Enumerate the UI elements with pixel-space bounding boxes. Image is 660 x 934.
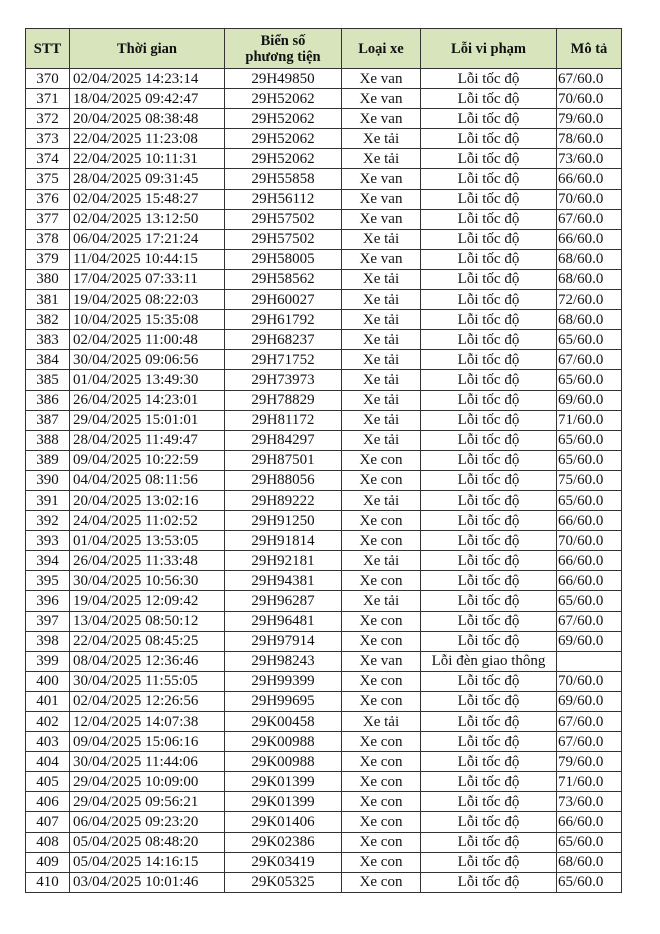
cell-vehicle-type: Xe con: [342, 752, 421, 772]
cell-plate: 29H89222: [225, 490, 342, 510]
cell-stt: 408: [26, 832, 70, 852]
cell-stt: 377: [26, 209, 70, 229]
cell-vehicle-type: Xe van: [342, 109, 421, 129]
cell-description: 70/60.0: [557, 89, 622, 109]
cell-vehicle-type: Xe con: [342, 872, 421, 892]
table-body: [26, 69, 622, 893]
cell-plate: 29H52062: [225, 89, 342, 109]
cell-plate: 29K01406: [225, 812, 342, 832]
cell-stt: 374: [26, 149, 70, 169]
cell-description: 65/60.0: [557, 591, 622, 611]
cell-plate: 29H61792: [225, 310, 342, 330]
cell-plate: 29H68237: [225, 330, 342, 350]
cell-plate: 29K02386: [225, 832, 342, 852]
cell-plate: 29H88056: [225, 470, 342, 490]
cell-plate: 29H52062: [225, 129, 342, 149]
cell-stt: 409: [26, 852, 70, 872]
table-row: [26, 511, 622, 531]
cell-description: 69/60.0: [557, 631, 622, 651]
cell-stt: 395: [26, 571, 70, 591]
cell-description: 68/60.0: [557, 249, 622, 269]
cell-stt: 410: [26, 872, 70, 892]
cell-stt: 382: [26, 310, 70, 330]
table-row: [26, 832, 622, 852]
cell-vehicle-type: Xe tải: [342, 390, 421, 410]
cell-description: 69/60.0: [557, 390, 622, 410]
cell-violation: Lỗi tốc độ: [421, 390, 557, 410]
cell-vehicle-type: Xe van: [342, 89, 421, 109]
cell-stt: 381: [26, 290, 70, 310]
cell-time: 24/04/2025 11:02:52: [70, 511, 225, 531]
cell-vehicle-type: Xe tải: [342, 712, 421, 732]
cell-description: 71/60.0: [557, 772, 622, 792]
cell-stt: 390: [26, 470, 70, 490]
cell-vehicle-type: Xe con: [342, 571, 421, 591]
cell-time: 05/04/2025 14:16:15: [70, 852, 225, 872]
table-row: [26, 611, 622, 631]
cell-vehicle-type: Xe tải: [342, 350, 421, 370]
cell-stt: 375: [26, 169, 70, 189]
cell-time: 12/04/2025 14:07:38: [70, 712, 225, 732]
cell-description: 73/60.0: [557, 792, 622, 812]
table-row: [26, 591, 622, 611]
cell-time: 30/04/2025 09:06:56: [70, 350, 225, 370]
cell-description: 66/60.0: [557, 169, 622, 189]
cell-stt: 391: [26, 490, 70, 510]
cell-vehicle-type: Xe con: [342, 470, 421, 490]
cell-plate: 29K00988: [225, 752, 342, 772]
cell-vehicle-type: Xe tải: [342, 310, 421, 330]
cell-stt: 387: [26, 410, 70, 430]
column-header-vehicle-type: Loại xe: [342, 29, 421, 69]
cell-plate: 29K01399: [225, 772, 342, 792]
cell-time: 08/04/2025 12:36:46: [70, 651, 225, 671]
cell-violation: Lỗi tốc độ: [421, 69, 557, 89]
column-header-plate: [225, 29, 342, 69]
cell-vehicle-type: Xe con: [342, 631, 421, 651]
table-row: [26, 732, 622, 752]
table-row: [26, 772, 622, 792]
cell-violation: Lỗi tốc độ: [421, 430, 557, 450]
cell-stt: 393: [26, 531, 70, 551]
cell-stt: 403: [26, 732, 70, 752]
cell-plate: 29H55858: [225, 169, 342, 189]
table-row: [26, 450, 622, 470]
cell-violation: Lỗi tốc độ: [421, 129, 557, 149]
cell-description: 75/60.0: [557, 470, 622, 490]
cell-plate: 29H96481: [225, 611, 342, 631]
table-row: [26, 370, 622, 390]
cell-description: 71/60.0: [557, 410, 622, 430]
cell-description: 67/60.0: [557, 611, 622, 631]
cell-stt: 389: [26, 450, 70, 470]
cell-vehicle-type: Xe tải: [342, 370, 421, 390]
cell-violation: Lỗi đèn giao thông: [421, 651, 557, 671]
cell-violation: Lỗi tốc độ: [421, 772, 557, 792]
cell-time: 26/04/2025 14:23:01: [70, 390, 225, 410]
cell-stt: 392: [26, 511, 70, 531]
table-row: [26, 571, 622, 591]
table-row: [26, 752, 622, 772]
cell-violation: Lỗi tốc độ: [421, 571, 557, 591]
cell-time: 10/04/2025 15:35:08: [70, 310, 225, 330]
cell-time: 30/04/2025 11:55:05: [70, 671, 225, 691]
cell-vehicle-type: Xe van: [342, 69, 421, 89]
cell-violation: Lỗi tốc độ: [421, 189, 557, 209]
cell-time: 03/04/2025 10:01:46: [70, 872, 225, 892]
table-row: [26, 310, 622, 330]
cell-description: 66/60.0: [557, 511, 622, 531]
cell-stt: 405: [26, 772, 70, 792]
cell-violation: Lỗi tốc độ: [421, 209, 557, 229]
cell-stt: 404: [26, 752, 70, 772]
table-row: [26, 470, 622, 490]
cell-time: 29/04/2025 10:09:00: [70, 772, 225, 792]
plate-header-line2: phương tiện: [245, 48, 321, 65]
cell-vehicle-type: Xe con: [342, 792, 421, 812]
cell-stt: 388: [26, 430, 70, 450]
table-row: [26, 712, 622, 732]
cell-plate: 29K00988: [225, 732, 342, 752]
cell-violation: Lỗi tốc độ: [421, 269, 557, 289]
cell-stt: 371: [26, 89, 70, 109]
cell-vehicle-type: Xe con: [342, 531, 421, 551]
cell-vehicle-type: Xe con: [342, 772, 421, 792]
cell-time: 02/04/2025 12:26:56: [70, 691, 225, 711]
cell-stt: 394: [26, 551, 70, 571]
cell-description: 66/60.0: [557, 229, 622, 249]
table-row: [26, 69, 622, 89]
cell-violation: Lỗi tốc độ: [421, 691, 557, 711]
cell-vehicle-type: Xe con: [342, 450, 421, 470]
table-row: [26, 149, 622, 169]
cell-plate: 29H92181: [225, 551, 342, 571]
cell-violation: Lỗi tốc độ: [421, 310, 557, 330]
cell-violation: Lỗi tốc độ: [421, 149, 557, 169]
cell-time: 20/04/2025 08:38:48: [70, 109, 225, 129]
cell-time: 22/04/2025 11:23:08: [70, 129, 225, 149]
cell-plate: 29H96287: [225, 591, 342, 611]
column-header-stt: STT: [26, 29, 70, 69]
cell-violation: Lỗi tốc độ: [421, 229, 557, 249]
cell-description: 65/60.0: [557, 330, 622, 350]
cell-vehicle-type: Xe con: [342, 852, 421, 872]
cell-violation: Lỗi tốc độ: [421, 370, 557, 390]
cell-description: 79/60.0: [557, 109, 622, 129]
cell-description: 65/60.0: [557, 872, 622, 892]
cell-stt: 370: [26, 69, 70, 89]
table-row: [26, 350, 622, 370]
cell-vehicle-type: Xe tải: [342, 551, 421, 571]
cell-description: 70/60.0: [557, 671, 622, 691]
table-row: [26, 249, 622, 269]
table-row: [26, 651, 622, 671]
table-row: [26, 631, 622, 651]
cell-time: 30/04/2025 10:56:30: [70, 571, 225, 591]
cell-stt: 406: [26, 792, 70, 812]
cell-vehicle-type: Xe tải: [342, 129, 421, 149]
cell-time: 29/04/2025 15:01:01: [70, 410, 225, 430]
cell-violation: Lỗi tốc độ: [421, 109, 557, 129]
cell-plate: 29H57502: [225, 229, 342, 249]
cell-violation: Lỗi tốc độ: [421, 490, 557, 510]
cell-stt: 398: [26, 631, 70, 651]
cell-violation: Lỗi tốc độ: [421, 470, 557, 490]
cell-vehicle-type: Xe tải: [342, 330, 421, 350]
cell-time: 30/04/2025 11:44:06: [70, 752, 225, 772]
cell-time: 22/04/2025 08:45:25: [70, 631, 225, 651]
cell-plate: 29K01399: [225, 792, 342, 812]
cell-time: 09/04/2025 15:06:16: [70, 732, 225, 752]
cell-violation: Lỗi tốc độ: [421, 169, 557, 189]
cell-plate: 29H52062: [225, 149, 342, 169]
cell-description: [557, 651, 622, 671]
cell-description: 72/60.0: [557, 290, 622, 310]
cell-stt: 400: [26, 671, 70, 691]
cell-description: 67/60.0: [557, 350, 622, 370]
table-row: [26, 229, 622, 249]
cell-stt: 386: [26, 390, 70, 410]
cell-time: 19/04/2025 08:22:03: [70, 290, 225, 310]
cell-plate: 29H58005: [225, 249, 342, 269]
cell-time: 19/04/2025 12:09:42: [70, 591, 225, 611]
plate-header-line1: Biển số: [260, 32, 306, 49]
cell-violation: Lỗi tốc độ: [421, 792, 557, 812]
cell-description: 67/60.0: [557, 712, 622, 732]
cell-violation: Lỗi tốc độ: [421, 712, 557, 732]
column-header-violation: Lỗi vi phạm: [421, 29, 557, 69]
cell-description: 69/60.0: [557, 691, 622, 711]
table-row: [26, 490, 622, 510]
cell-violation: Lỗi tốc độ: [421, 410, 557, 430]
cell-time: 06/04/2025 17:21:24: [70, 229, 225, 249]
cell-vehicle-type: Xe tải: [342, 591, 421, 611]
cell-plate: 29H99695: [225, 691, 342, 711]
cell-plate: 29H99399: [225, 671, 342, 691]
cell-description: 65/60.0: [557, 832, 622, 852]
table-header-row: [26, 29, 622, 69]
cell-vehicle-type: Xe tải: [342, 149, 421, 169]
cell-description: 67/60.0: [557, 69, 622, 89]
cell-time: 02/04/2025 13:12:50: [70, 209, 225, 229]
cell-time: 01/04/2025 13:49:30: [70, 370, 225, 390]
cell-vehicle-type: Xe con: [342, 732, 421, 752]
cell-vehicle-type: Xe con: [342, 691, 421, 711]
cell-stt: 396: [26, 591, 70, 611]
cell-violation: Lỗi tốc độ: [421, 671, 557, 691]
cell-time: 06/04/2025 09:23:20: [70, 812, 225, 832]
cell-description: 70/60.0: [557, 189, 622, 209]
cell-time: 02/04/2025 14:23:14: [70, 69, 225, 89]
cell-violation: Lỗi tốc độ: [421, 551, 557, 571]
cell-description: 70/60.0: [557, 531, 622, 551]
cell-plate: 29H49850: [225, 69, 342, 89]
cell-plate: 29K05325: [225, 872, 342, 892]
cell-violation: Lỗi tốc độ: [421, 611, 557, 631]
cell-time: 29/04/2025 09:56:21: [70, 792, 225, 812]
cell-vehicle-type: Xe tải: [342, 410, 421, 430]
cell-stt: 373: [26, 129, 70, 149]
cell-time: 26/04/2025 11:33:48: [70, 551, 225, 571]
table-row: [26, 531, 622, 551]
cell-plate: 29H60027: [225, 290, 342, 310]
table-row: [26, 430, 622, 450]
cell-description: 68/60.0: [557, 269, 622, 289]
cell-description: 66/60.0: [557, 551, 622, 571]
cell-violation: Lỗi tốc độ: [421, 290, 557, 310]
table-row: [26, 209, 622, 229]
cell-plate: 29H58562: [225, 269, 342, 289]
cell-violation: Lỗi tốc độ: [421, 249, 557, 269]
cell-plate: 29H91250: [225, 511, 342, 531]
cell-description: 65/60.0: [557, 450, 622, 470]
cell-vehicle-type: Xe van: [342, 209, 421, 229]
cell-violation: Lỗi tốc độ: [421, 732, 557, 752]
cell-violation: Lỗi tốc độ: [421, 591, 557, 611]
table-row: [26, 551, 622, 571]
cell-violation: Lỗi tốc độ: [421, 511, 557, 531]
table-row: [26, 691, 622, 711]
cell-description: 78/60.0: [557, 129, 622, 149]
cell-description: 66/60.0: [557, 812, 622, 832]
cell-plate: 29K03419: [225, 852, 342, 872]
cell-stt: 399: [26, 651, 70, 671]
cell-vehicle-type: Xe tải: [342, 430, 421, 450]
cell-plate: 29H73973: [225, 370, 342, 390]
cell-stt: 380: [26, 269, 70, 289]
table-row: [26, 852, 622, 872]
cell-stt: 401: [26, 691, 70, 711]
cell-plate: 29H87501: [225, 450, 342, 470]
cell-vehicle-type: Xe con: [342, 611, 421, 631]
cell-vehicle-type: Xe van: [342, 169, 421, 189]
cell-time: 04/04/2025 08:11:56: [70, 470, 225, 490]
cell-stt: 397: [26, 611, 70, 631]
table-row: [26, 330, 622, 350]
cell-plate: 29H81172: [225, 410, 342, 430]
column-header-description: Mô tả: [557, 29, 622, 69]
cell-stt: 379: [26, 249, 70, 269]
cell-description: 68/60.0: [557, 310, 622, 330]
cell-time: 13/04/2025 08:50:12: [70, 611, 225, 631]
cell-plate: 29K00458: [225, 712, 342, 732]
cell-time: 02/04/2025 15:48:27: [70, 189, 225, 209]
table-row: [26, 109, 622, 129]
cell-violation: Lỗi tốc độ: [421, 531, 557, 551]
cell-plate: 29H57502: [225, 209, 342, 229]
cell-time: 18/04/2025 09:42:47: [70, 89, 225, 109]
cell-time: 02/04/2025 11:00:48: [70, 330, 225, 350]
cell-stt: 378: [26, 229, 70, 249]
table-row: [26, 812, 622, 832]
cell-vehicle-type: Xe con: [342, 812, 421, 832]
cell-violation: Lỗi tốc độ: [421, 89, 557, 109]
cell-violation: Lỗi tốc độ: [421, 631, 557, 651]
cell-vehicle-type: Xe con: [342, 832, 421, 852]
cell-vehicle-type: Xe con: [342, 671, 421, 691]
cell-vehicle-type: Xe van: [342, 249, 421, 269]
table-row: [26, 169, 622, 189]
cell-vehicle-type: Xe tải: [342, 269, 421, 289]
cell-vehicle-type: Xe tải: [342, 229, 421, 249]
table-row: [26, 290, 622, 310]
table-row: [26, 189, 622, 209]
cell-violation: Lỗi tốc độ: [421, 752, 557, 772]
cell-plate: 29H71752: [225, 350, 342, 370]
table-row: [26, 872, 622, 892]
table-row: [26, 390, 622, 410]
cell-violation: Lỗi tốc độ: [421, 852, 557, 872]
cell-vehicle-type: Xe tải: [342, 490, 421, 510]
cell-plate: 29H56112: [225, 189, 342, 209]
cell-description: 65/60.0: [557, 430, 622, 450]
cell-time: 17/04/2025 07:33:11: [70, 269, 225, 289]
cell-violation: Lỗi tốc độ: [421, 832, 557, 852]
cell-stt: 385: [26, 370, 70, 390]
column-header-time: Thời gian: [70, 29, 225, 69]
cell-vehicle-type: Xe van: [342, 189, 421, 209]
violations-table: [25, 28, 622, 893]
cell-plate: 29H98243: [225, 651, 342, 671]
table-row: [26, 410, 622, 430]
table-row: [26, 269, 622, 289]
cell-description: 73/60.0: [557, 149, 622, 169]
cell-plate: 29H97914: [225, 631, 342, 651]
cell-violation: Lỗi tốc độ: [421, 330, 557, 350]
cell-violation: Lỗi tốc độ: [421, 812, 557, 832]
cell-plate: 29H94381: [225, 571, 342, 591]
cell-stt: 407: [26, 812, 70, 832]
cell-stt: 384: [26, 350, 70, 370]
cell-plate: 29H52062: [225, 109, 342, 129]
cell-description: 66/60.0: [557, 571, 622, 591]
cell-vehicle-type: Xe con: [342, 511, 421, 531]
cell-stt: 376: [26, 189, 70, 209]
cell-plate: 29H91814: [225, 531, 342, 551]
cell-description: 65/60.0: [557, 370, 622, 390]
cell-stt: 372: [26, 109, 70, 129]
cell-time: 28/04/2025 09:31:45: [70, 169, 225, 189]
cell-time: 09/04/2025 10:22:59: [70, 450, 225, 470]
cell-description: 68/60.0: [557, 852, 622, 872]
cell-time: 05/04/2025 08:48:20: [70, 832, 225, 852]
cell-vehicle-type: Xe tải: [342, 290, 421, 310]
cell-vehicle-type: Xe van: [342, 651, 421, 671]
cell-violation: Lỗi tốc độ: [421, 450, 557, 470]
cell-time: 28/04/2025 11:49:47: [70, 430, 225, 450]
cell-stt: 402: [26, 712, 70, 732]
table-row: [26, 129, 622, 149]
cell-description: 67/60.0: [557, 732, 622, 752]
cell-plate: 29H84297: [225, 430, 342, 450]
cell-violation: Lỗi tốc độ: [421, 350, 557, 370]
cell-time: 20/04/2025 13:02:16: [70, 490, 225, 510]
table-row: [26, 671, 622, 691]
cell-time: 01/04/2025 13:53:05: [70, 531, 225, 551]
cell-time: 22/04/2025 10:11:31: [70, 149, 225, 169]
cell-stt: 383: [26, 330, 70, 350]
table-row: [26, 89, 622, 109]
cell-description: 67/60.0: [557, 209, 622, 229]
cell-description: 65/60.0: [557, 490, 622, 510]
cell-description: 79/60.0: [557, 752, 622, 772]
cell-plate: 29H78829: [225, 390, 342, 410]
cell-violation: Lỗi tốc độ: [421, 872, 557, 892]
table-row: [26, 792, 622, 812]
cell-time: 11/04/2025 10:44:15: [70, 249, 225, 269]
